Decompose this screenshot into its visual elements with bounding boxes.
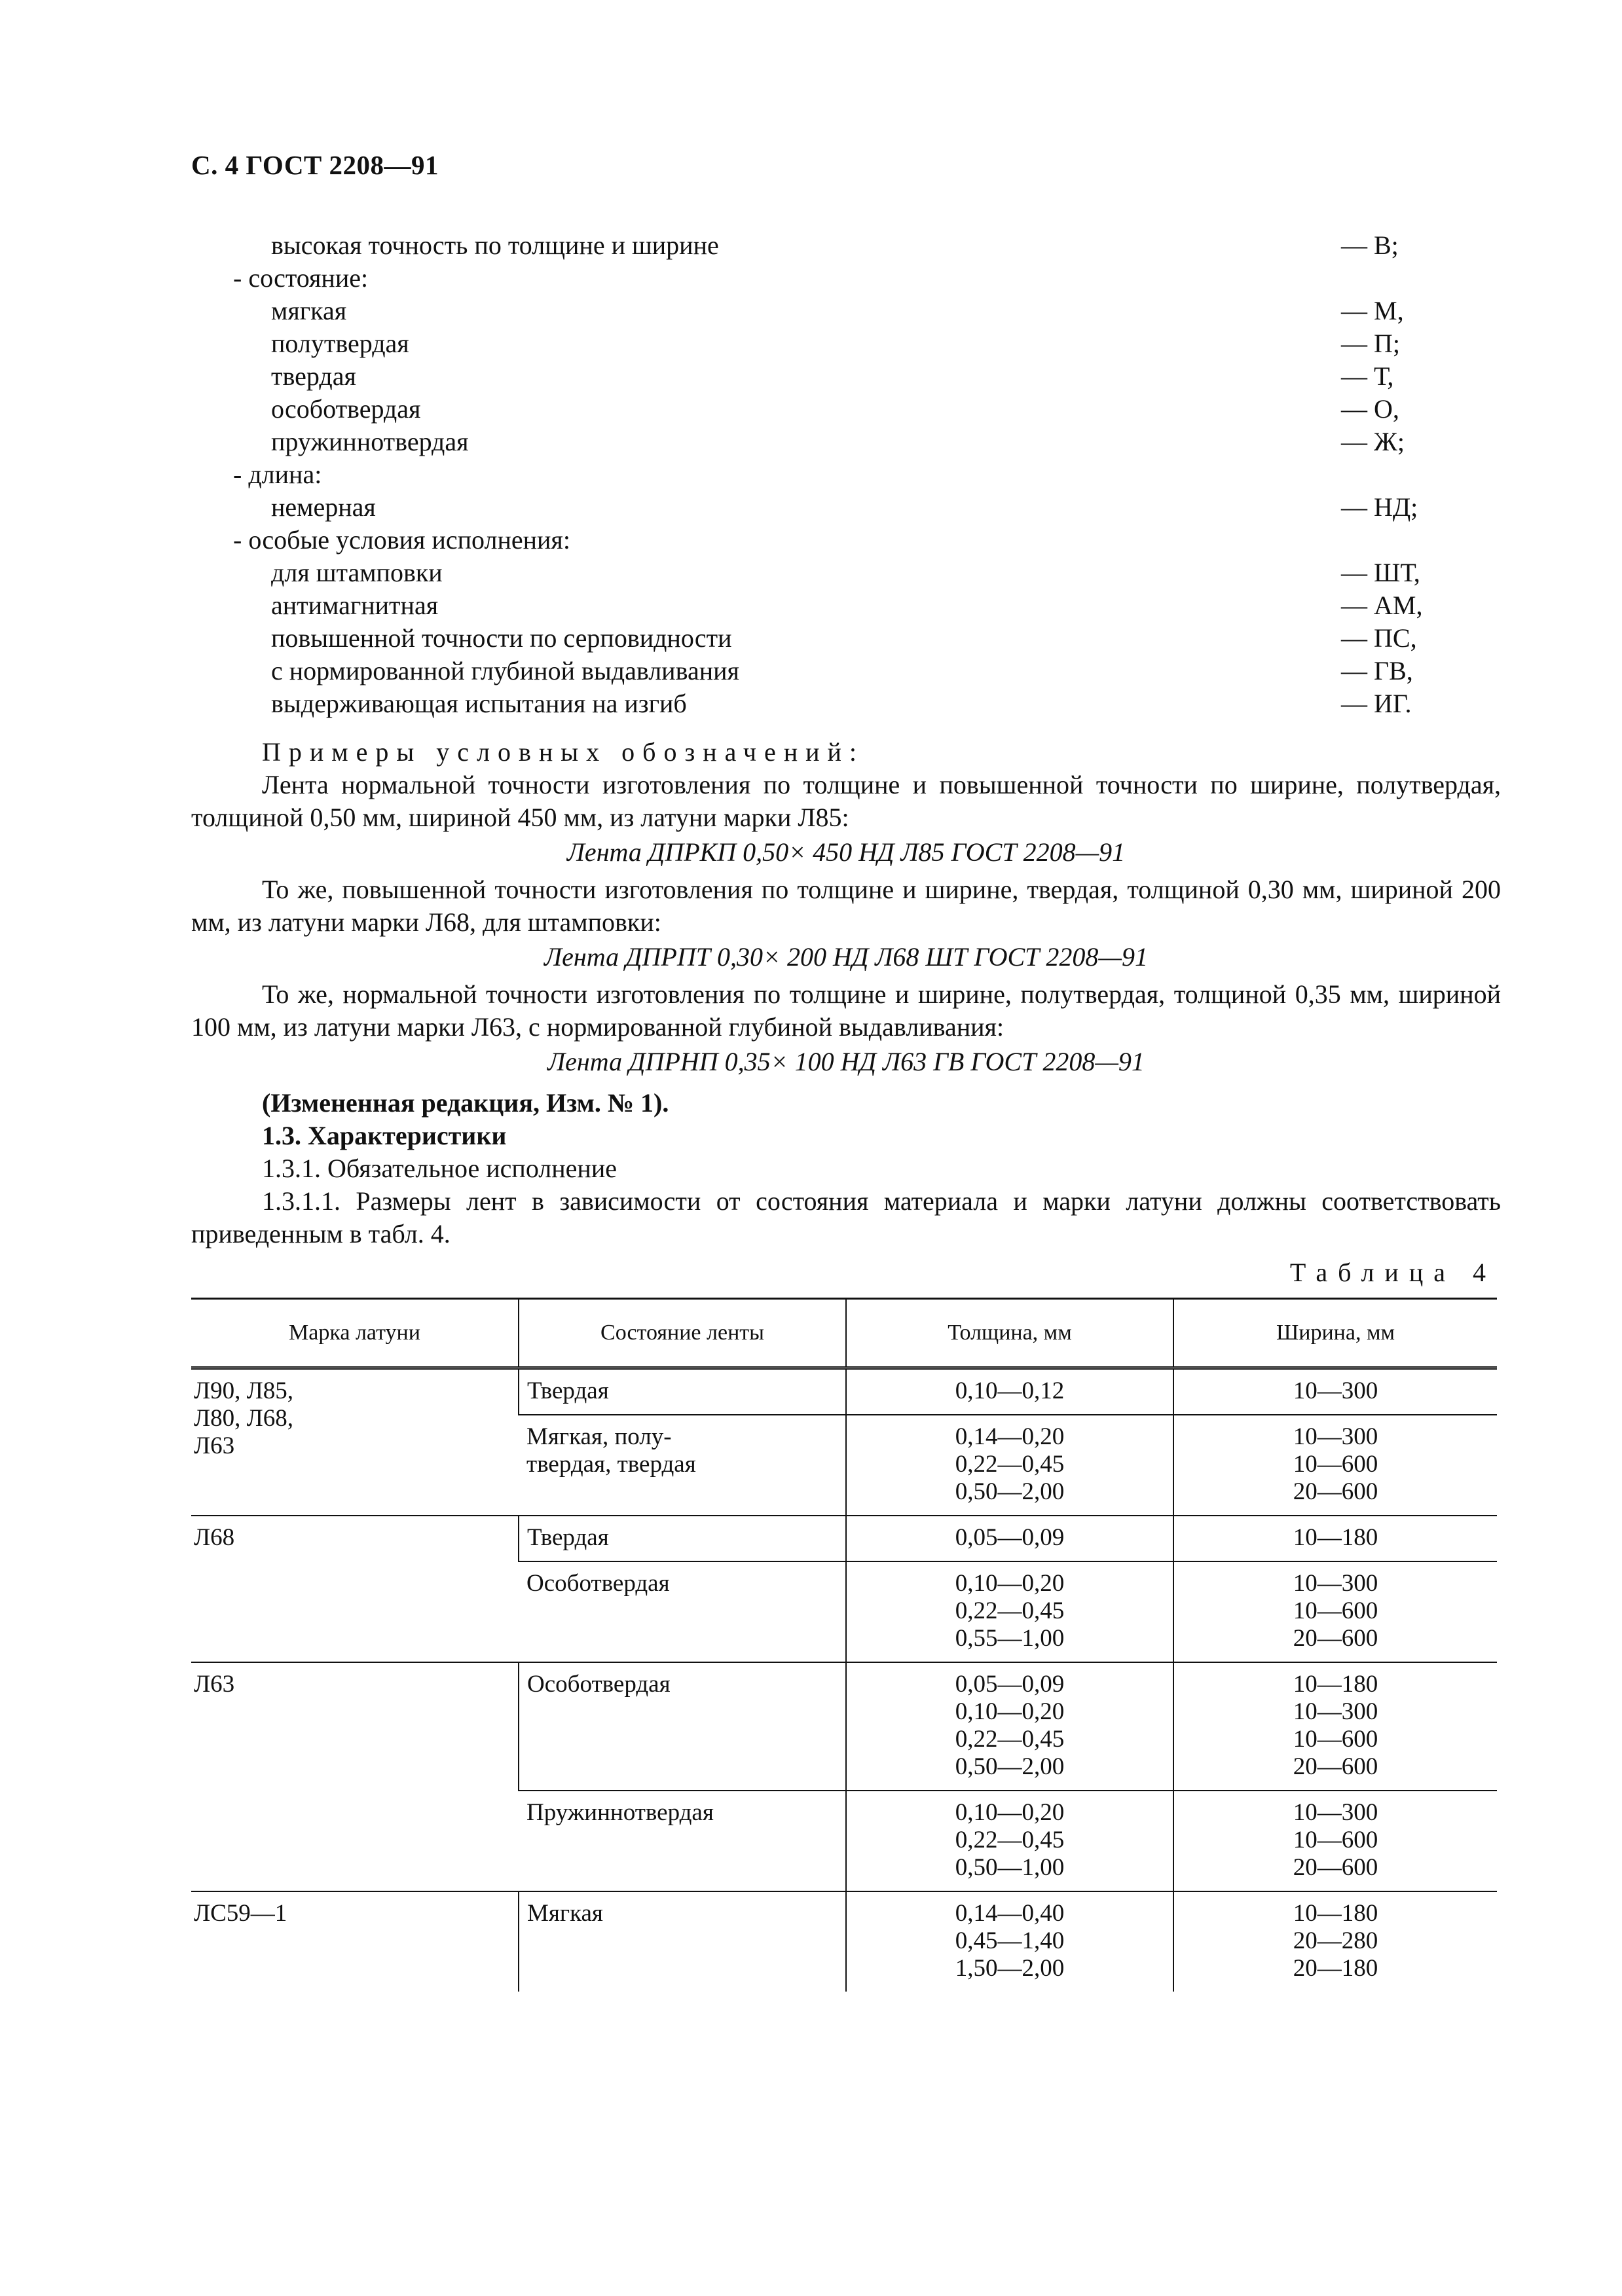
designation-label: полутвердая (271, 329, 409, 358)
example-1-designation: Лента ДПРКП 0,50× 450 НД Л85 ГОСТ 2208—91 (566, 837, 1126, 867)
example-1-text: Лента нормальной точности изготовления по толщине и повышенной точности по ширине, полутвердая, толщиной 0,50 мм, шириной 450 мм, из латуни марки Л85: (191, 770, 1501, 832)
table-header-row (191, 1299, 1497, 1368)
width-cell: 10—180 (1173, 1516, 1497, 1561)
col-header-brand: Марка латуни (191, 1299, 519, 1368)
designation-label: высокая точность по толщине и ширине (271, 230, 719, 260)
designation-code: — Ж; (1341, 427, 1405, 456)
example-3-designation: Лента ДПРНП 0,35× 100 НД Л63 ГВ ГОСТ 2208—91 (547, 1047, 1145, 1076)
table-row (191, 1891, 1497, 1992)
designation-label: для штамповки (271, 558, 443, 587)
designation-code: — В; (1341, 230, 1399, 260)
table-row (191, 1516, 1497, 1561)
designation-code: — ШТ, (1341, 558, 1420, 587)
table-caption: Таблица 4 (1289, 1258, 1496, 1287)
designation-label: антимагнитная (271, 591, 439, 620)
example-2-designation: Лента ДПРПТ 0,30× 200 НД Л68 ШТ ГОСТ 2208—91 (544, 942, 1148, 972)
width-cell: 10—300 10—600 20—600 (1173, 1561, 1497, 1662)
designation-label: твердая (271, 361, 356, 391)
brand-cell: ЛС59—1 (191, 1891, 519, 1992)
width-cell: 10—180 20—280 20—180 (1173, 1891, 1497, 1992)
thickness-cell: 0,14—0,20 0,22—0,45 0,50—2,00 (846, 1415, 1173, 1516)
designation-code: — ИГ. (1341, 689, 1412, 718)
state-cell: Твердая (519, 1368, 846, 1415)
table-row (191, 1368, 1497, 1415)
designation-label: выдерживающая испытания на изгиб (271, 689, 687, 718)
designation-label: особотвердая (271, 394, 421, 424)
designation-code: — ПС, (1341, 623, 1417, 653)
col-header-width: Ширина, мм (1173, 1299, 1497, 1368)
example-2-text: То же, повышенной точности изготовления по толщине и ширине, твердая, толщиной 0,30 мм, шириной 200 мм, из латуни марки Л68, для штамповки: (191, 875, 1501, 937)
table-row (191, 1662, 1497, 1791)
width-cell: 10—180 10—300 10—600 20—600 (1173, 1662, 1497, 1791)
state-cell: Твердая (519, 1516, 846, 1561)
designation-code: — О, (1341, 394, 1399, 424)
thickness-cell: 0,05—0,09 (846, 1516, 1173, 1561)
designation-label: - длина: (233, 460, 322, 489)
designation-label: немерная (271, 492, 376, 522)
thickness-cell: 0,10—0,20 0,22—0,45 0,55—1,00 (846, 1561, 1173, 1662)
revision-note: (Измененная редакция, Изм. № 1). (262, 1088, 669, 1118)
state-cell: Пружиннотвердая (519, 1791, 846, 1891)
example-3-text: То же, нормальной точности изготовления по толщине и ширине, полутвердая, толщиной 0,35 мм, шириной 100 мм, из латуни марки Л63, с нормированной глубиной выдавливания: (191, 979, 1501, 1042)
thickness-cell: 0,10—0,20 0,22—0,45 0,50—1,00 (846, 1791, 1173, 1891)
designation-label: - особые условия исполнения: (233, 525, 570, 555)
examples-heading: Примеры условных обозначений: (262, 737, 865, 767)
thickness-cell: 0,10—0,12 (846, 1368, 1173, 1415)
clause-text: 1.3.1.1. Размеры лент в зависимости от состояния материала и марки латуни должны соответствовать приведенным в табл. 4. (191, 1186, 1501, 1248)
col-header-thickness: Толщина, мм (846, 1299, 1173, 1368)
section-heading: 1.3. Характеристики (262, 1121, 507, 1150)
col-header-state: Состояние ленты (519, 1299, 846, 1368)
designation-code: — ГВ, (1341, 656, 1413, 685)
table-4 (191, 1298, 1497, 1992)
state-cell: Мягкая, полу- твердая, твердая (519, 1415, 846, 1516)
designation-code: — М, (1341, 296, 1404, 325)
width-cell: 10—300 10—600 20—600 (1173, 1415, 1497, 1516)
thickness-cell: 0,14—0,40 0,45—1,40 1,50—2,00 (846, 1891, 1173, 1992)
brand-cell: Л63 (191, 1662, 519, 1891)
state-cell: Мягкая (519, 1891, 846, 1992)
thickness-cell: 0,05—0,09 0,10—0,20 0,22—0,45 0,50—2,00 (846, 1662, 1173, 1791)
designation-code: — П; (1341, 329, 1400, 358)
page-header: С. 4 ГОСТ 2208—91 (191, 150, 439, 180)
designation-label: повышенной точности по серповидности (271, 623, 732, 653)
width-cell: 10—300 10—600 20—600 (1173, 1791, 1497, 1891)
designation-label: с нормированной глубиной выдавливания (271, 656, 739, 685)
designation-code: — НД; (1341, 492, 1418, 522)
brand-cell: Л90, Л85, Л80, Л68, Л63 (194, 1377, 293, 1459)
designation-label: - состояние: (233, 263, 369, 293)
designation-code: — АМ, (1341, 591, 1423, 620)
width-cell: 10—300 (1173, 1368, 1497, 1415)
designation-code: — Т, (1341, 361, 1394, 391)
designation-label: мягкая (271, 296, 347, 325)
brand-cell: Л68 (191, 1516, 519, 1662)
subsection-heading: 1.3.1. Обязательное исполнение (262, 1154, 617, 1183)
state-cell: Особотвердая (519, 1561, 846, 1662)
state-cell: Особотвердая (519, 1662, 846, 1791)
designation-label: пружиннотвердая (271, 427, 469, 456)
